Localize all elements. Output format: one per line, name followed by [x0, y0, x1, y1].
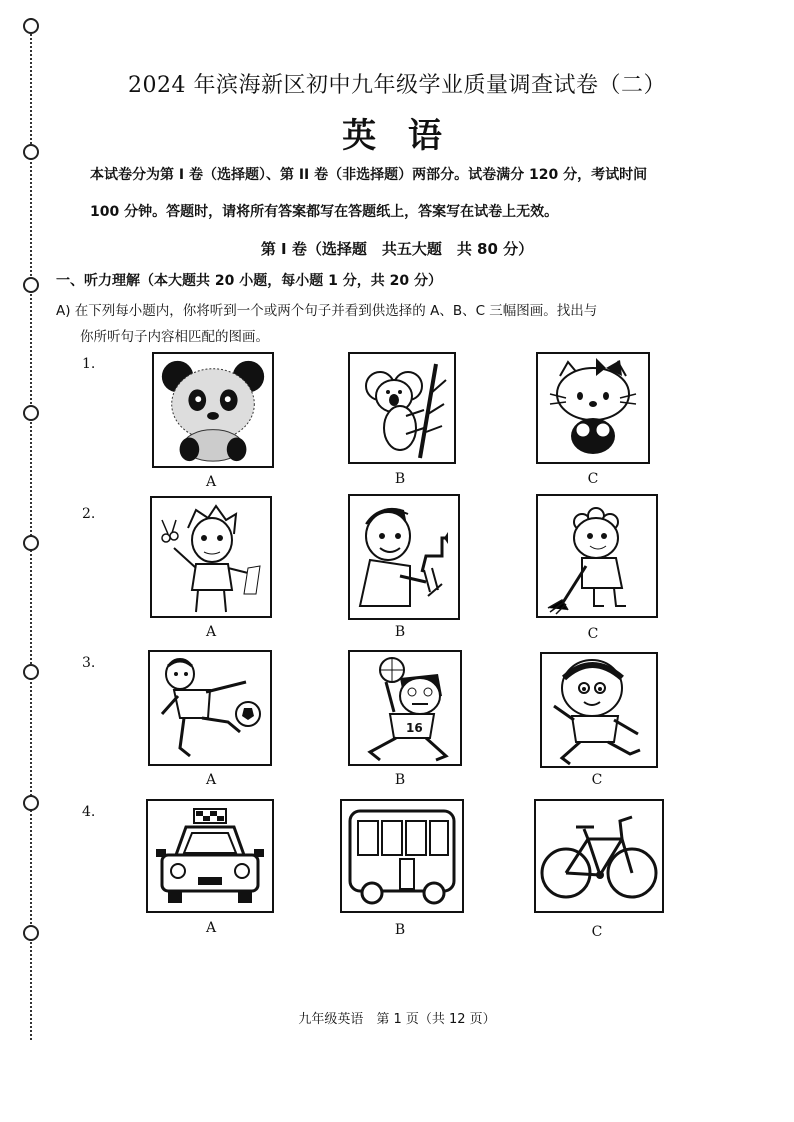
binding-hole: [23, 18, 39, 34]
instruction-line-2: 你所听句子内容相匹配的图画。: [80, 329, 269, 345]
subject-title: 英 语: [342, 116, 452, 156]
option-letter: A: [205, 772, 217, 788]
binding-hole: [23, 795, 39, 811]
option-letter: C: [587, 626, 599, 642]
option-letter: A: [205, 920, 217, 936]
koala-picture: [348, 352, 456, 464]
hello-kitty-picture: [536, 352, 650, 464]
instruction-line-1: A) 在下列每小题内，你将听到一个或两个句子并看到供选择的 A、B、C 三幅图画。找出与: [56, 303, 598, 319]
question-number: 1.: [82, 356, 96, 372]
option-letter: B: [394, 624, 406, 640]
binding-hole: [23, 405, 39, 421]
section-1-instruction: [56, 298, 726, 350]
part-1-title: 第 I 卷（选择题 共五大题 共 80 分）: [260, 240, 534, 258]
boy-playing-basketball-picture: [348, 650, 462, 766]
boy-running-picture: [540, 652, 658, 768]
page-footer: 九年级英语 第 1 页（共 12 页）: [298, 1012, 496, 1027]
option-letter: C: [591, 924, 603, 940]
bus-picture: [340, 799, 464, 913]
bicycle-picture: [534, 799, 664, 913]
option-letter: B: [394, 922, 406, 938]
panda-picture: [152, 352, 274, 468]
child-sweeping-picture: [536, 494, 658, 618]
section-1-title: 一、听力理解（本大题共 20 小题，每小题 1 分，共 20 分）: [56, 273, 442, 289]
intro-line-1: 本试卷分为第 I 卷（选择题）、第 II 卷（非选择题）两部分。试卷满分 120 分，考试时间: [90, 167, 648, 183]
question-number: 3.: [82, 655, 96, 671]
question-number: 4.: [82, 804, 96, 820]
option-letter: A: [205, 474, 217, 490]
question-number: 2.: [82, 506, 96, 522]
boy-with-scissors-picture: [150, 496, 272, 618]
binding-hole: [23, 664, 39, 680]
svg-text:16: 16: [406, 721, 423, 735]
option-letter: B: [394, 772, 406, 788]
option-letter: C: [591, 772, 603, 788]
option-letter: A: [205, 624, 217, 640]
binding-dotted-line: [30, 18, 32, 1040]
man-playing-soccer-picture: [148, 650, 272, 766]
option-letter: C: [587, 471, 599, 487]
binding-hole: [23, 277, 39, 293]
intro-line-2: 100 分钟。答题时，请将所有答案都写在答题纸上，答案写在试卷上无效。: [90, 204, 559, 220]
binding-hole: [23, 925, 39, 941]
taxi-picture: [146, 799, 274, 913]
option-letter: B: [394, 471, 406, 487]
binding-hole: [23, 535, 39, 551]
boy-washing-hands-picture: [348, 494, 460, 620]
exam-title: 2024 年滨海新区初中九年级学业质量调查试卷（二）: [128, 73, 666, 98]
